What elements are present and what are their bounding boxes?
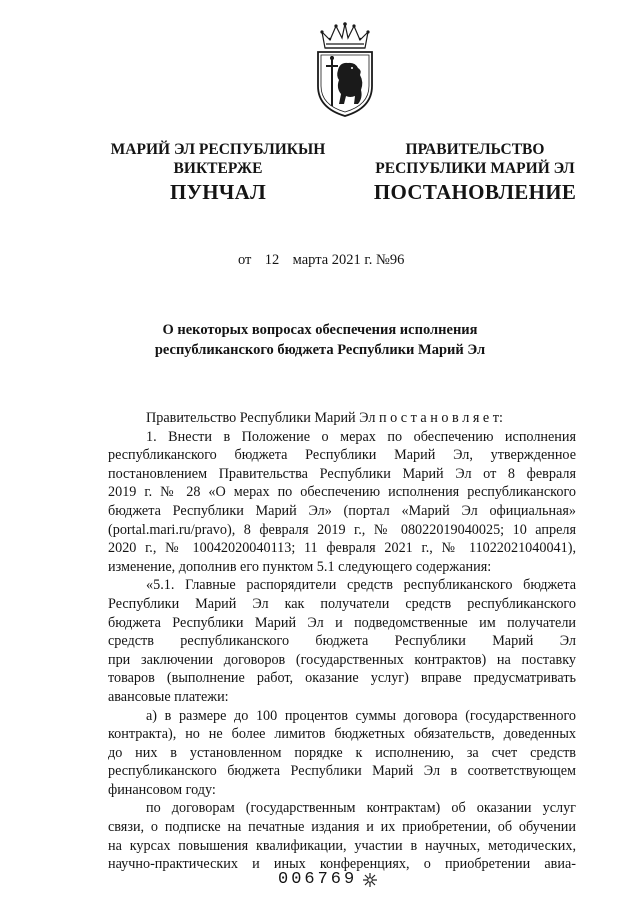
body-line: (portal.mari.ru/pravo), 8 февраля 2019 г., № 08022019040025; 10 апреля	[108, 521, 576, 538]
body-line: а) в размере до 100 процентов суммы договора (государственного	[146, 707, 576, 724]
document-number: 96	[389, 252, 405, 268]
body-line: 2020 г., № 10042020040113; 11 февраля 2021 г., № 11022021040041),	[108, 540, 576, 557]
body-line: финансовом году:	[108, 781, 216, 798]
date-line	[238, 252, 404, 269]
body-line: изменение, дополнив его пунктом 5.1 следующего содержания:	[108, 558, 492, 575]
title-line2: республиканского бюджета Республики Марий Эл	[154, 342, 486, 358]
date-prefix: от	[238, 252, 252, 268]
body-line: до них в установленном порядке к исполнению, за счет средств	[108, 744, 576, 761]
body-line: «5.1. Главные распорядители средств республиканского бюджета	[146, 577, 576, 594]
header-left-line1: МАРИЙ ЭЛ РЕСПУБЛИКЫН	[110, 141, 326, 158]
body-line: Правительство Республики Марий Эл п о с т а н о в л я е т:	[146, 410, 503, 426]
body-line: научно-практических и иных конференциях, о приобретении авиа-	[108, 856, 576, 873]
body-line: бюджета Республики Марий Эл» (портал «Марий Эл официальная»	[108, 502, 576, 519]
document-body	[108, 409, 576, 874]
header-left-line2: ВИКТЕРЖЕ	[173, 160, 263, 177]
body-line: товаров (выполнение работ, оказание услуг) вправе предусматривать	[108, 670, 576, 687]
header-right-line2: РЕСПУБЛИКИ МАРИЙ ЭЛ	[375, 160, 575, 177]
body-line: авансовые платежи:	[108, 688, 229, 705]
body-line: на курсах повышения квалификации, участии в научных, методических,	[108, 837, 576, 854]
body-line: 1. Внести в Положение о мерах по обеспечению исполнения	[146, 428, 576, 445]
coat-of-arms-icon	[308, 22, 382, 118]
document-title	[100, 320, 540, 360]
body-line: республиканского бюджета Республики Марий Эл в соответствующем	[108, 763, 576, 780]
number-label: №	[376, 252, 390, 268]
body-line: республиканского бюджета Республики Марий Эл, утвержденное	[108, 447, 576, 464]
body-line: по договорам (государственным контрактам) об оказании услуг	[146, 800, 576, 817]
body-line: средств республиканского бюджета Республики Марий Эл	[108, 633, 576, 650]
title-line1: О некоторых вопросах обеспечения исполнения	[162, 322, 478, 338]
date-day: 12	[264, 252, 280, 268]
body-line: при заключении договоров (государственных контрактов) на поставку	[108, 651, 576, 668]
header-right-title: ПОСТАНОВЛЕНИЕ	[373, 180, 577, 204]
header-right-line1: ПРАВИТЕЛЬСТВО	[405, 141, 545, 158]
date-month-year: марта 2021 г.	[292, 252, 373, 268]
body-line: 2019 г. № 28 «О мерах по обеспечению исполнения республиканского	[108, 484, 576, 501]
serial-number: 006769	[278, 870, 358, 889]
body-line: бюджета Республики Марий Эл и подведомственные им получатели	[108, 614, 576, 631]
body-line: постановлением Правительства Республики Марий Эл от 8 февраля	[108, 465, 576, 482]
body-line: связи, о подписке на печатные издания и их приобретении, об обучении	[108, 819, 576, 836]
body-line: контракта), но не более лимитов бюджетных обязательств, доведенных	[108, 726, 576, 743]
body-line: Республики Марий Эл как получатели средств республиканского	[108, 595, 576, 612]
header-left-title: ПУНЧАЛ	[169, 180, 267, 204]
snowflake-mark-icon	[362, 872, 378, 888]
